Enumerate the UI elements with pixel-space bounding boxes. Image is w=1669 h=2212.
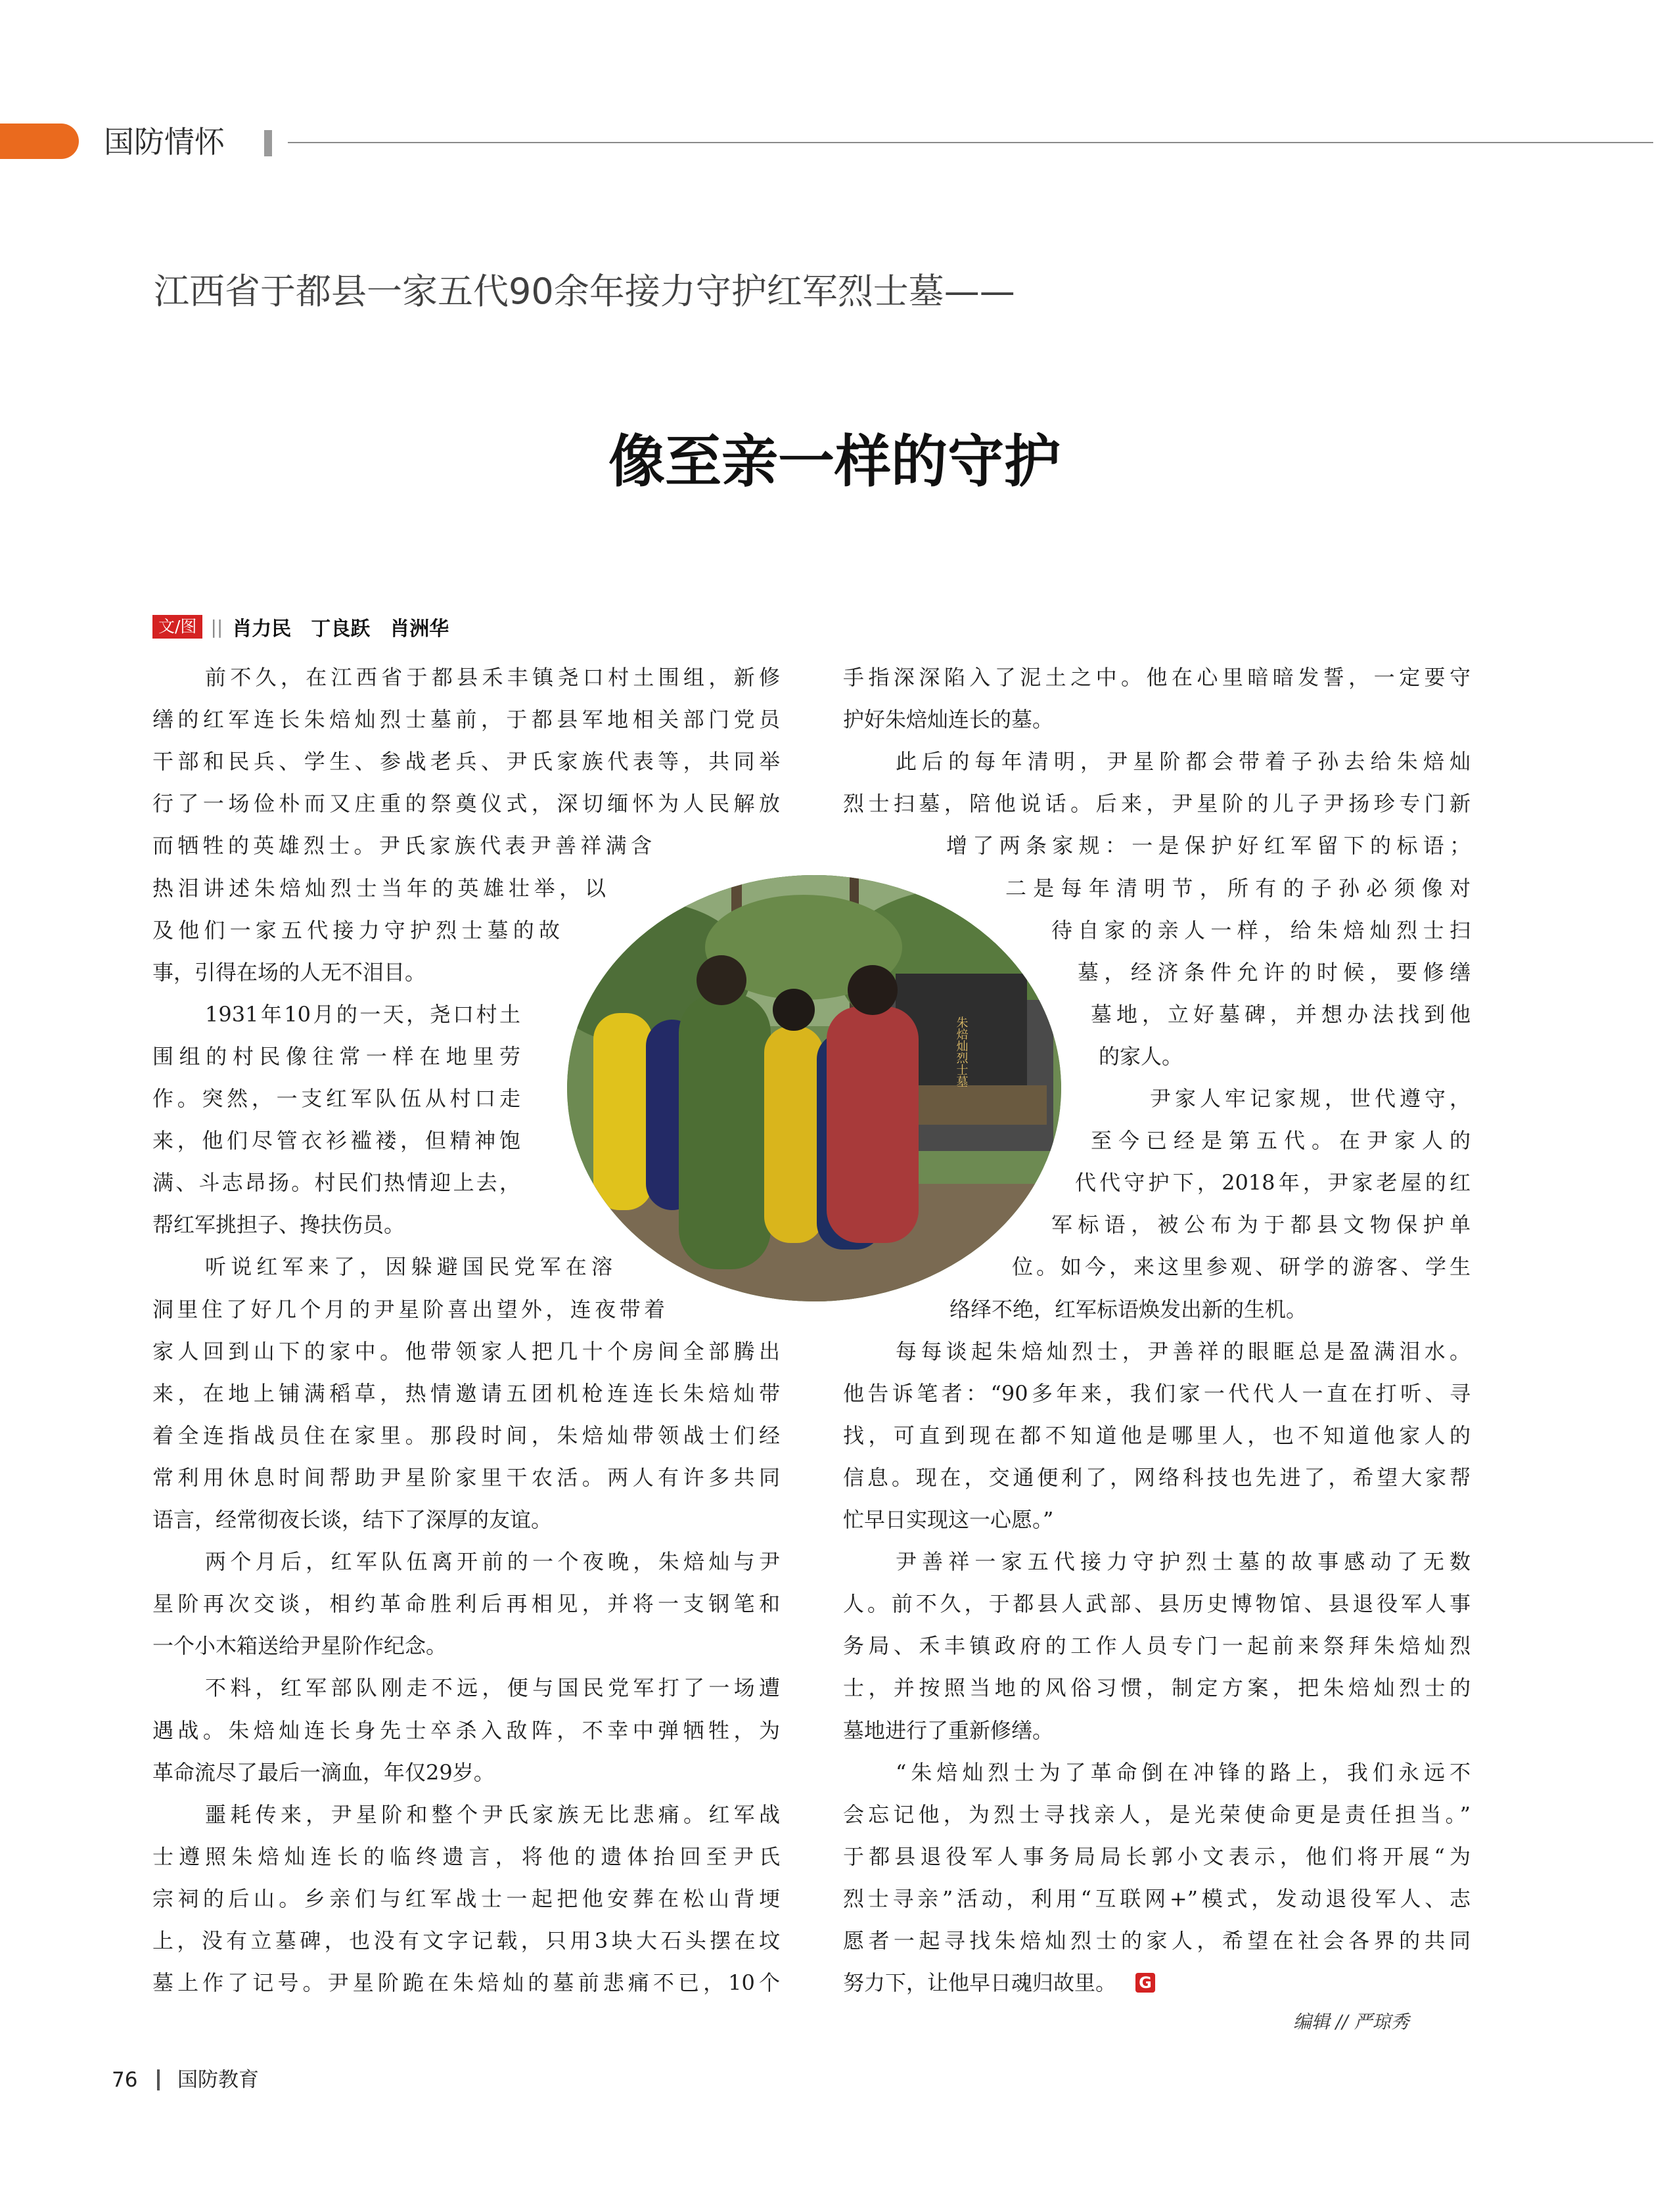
left-column-line: 一个小木箱送给尹星阶作纪念。 <box>152 1633 447 1658</box>
left-column-line: 家人回到山下的家中。他带领家人把几十个房间全部腾出 <box>152 1339 780 1364</box>
article-title: 像至亲一样的守护 <box>608 429 1061 495</box>
right-column-line: 会忘记他，为烈士寻找亲人，是光荣使命更是责任担当。” <box>843 1802 1471 1827</box>
right-column-line: 此后的每年清明，尹星阶都会带着子孙去给朱焙灿 <box>896 749 1471 774</box>
left-column-line: 及他们一家五代接力守护烈士墓的故 <box>152 918 560 943</box>
right-column-line: 努力下，让他早日魂归故里。 <box>843 1970 1117 1995</box>
memorial-photo <box>567 875 1061 1301</box>
left-column-line: 噩耗传来，尹星阶和整个尹氏家族无比悲痛。红军战 <box>205 1802 780 1827</box>
right-column-line: 人。前不久，于都县人武部、县历史博物馆、县退役军人事 <box>843 1591 1471 1616</box>
left-column-line: 革命流尽了最后一滴血，年仅29岁。 <box>152 1760 495 1785</box>
byline-tag: 文/图 <box>152 615 202 639</box>
left-column-line: 热泪讲述朱焙灿烈士当年的英雄壮举，以 <box>152 876 606 901</box>
tomb-inscription <box>955 1016 969 1087</box>
right-column-line: 墓地进行了重新修缮。 <box>843 1718 1054 1743</box>
right-column-line: 代代守护下，2018年，尹家老屋的红 <box>1075 1170 1471 1195</box>
right-column-line: 的家人。 <box>1099 1044 1183 1069</box>
right-column-line: 待自家的亲人一样，给朱焙灿烈士扫 <box>1051 918 1471 943</box>
right-column-line: 忙早日实现这一心愿。” <box>843 1507 1054 1532</box>
left-column-line: 墓上作了记号。尹星阶跪在朱焙灿的墓前悲痛不已，10个 <box>152 1970 780 1995</box>
left-column-line: 洞里住了好几个月的尹星阶喜出望外，连夜带着 <box>152 1297 665 1322</box>
magazine-name: 国防教育 <box>177 2068 259 2092</box>
right-column-line: 务局、禾丰镇政府的工作人员专门一起前来祭拜朱焙灿烈 <box>843 1633 1471 1658</box>
right-column-line: 他告诉笔者：“90多年来，我们家一代代人一直在打听、寻 <box>843 1381 1471 1406</box>
left-column-line: 帮红军挑担子、搀扶伤员。 <box>152 1212 405 1237</box>
left-column-line: 作。突然，一支红军队伍从村口走 <box>152 1086 520 1111</box>
header-rule <box>288 142 1653 143</box>
right-column-line: 信息。现在，交通便利了，网络科技也先进了，希望大家帮 <box>843 1465 1471 1490</box>
page-number: 76 <box>112 2068 138 2092</box>
right-column-line: 愿者一起寻找朱焙灿烈士的家人，希望在社会各界的共同 <box>843 1928 1471 1953</box>
right-column-line: 至今已经是第五代。在尹家人的 <box>1091 1128 1471 1153</box>
byline-separator: || <box>210 616 223 638</box>
left-column-line: 来，在地上铺满稻草，热情邀请五团机枪连连长朱焙灿带 <box>152 1381 780 1406</box>
left-column-line: 士遵照朱焙灿连长的临终遗言，将他的遗体抬回至尹氏 <box>152 1844 780 1869</box>
right-column-line: 烈士扫墓，陪他说话。后来，尹星阶的儿子尹扬珍专门新 <box>843 791 1471 816</box>
left-column-line: 常利用休息时间帮助尹星阶家里干农活。两人有许多共同 <box>152 1465 780 1490</box>
right-column-line: 找，可直到现在都不知道他是哪里人，也不知道他家人的 <box>843 1423 1471 1448</box>
left-column-line: 满、斗志昂扬。村民们热情迎上去， <box>152 1170 520 1195</box>
left-column-line: 星阶再次交谈，相约革命胜利后再相见，并将一支钢笔和 <box>152 1591 780 1616</box>
left-column-line: 着全连指战员住在家里。那段时间，朱焙灿带领战士们经 <box>152 1423 780 1448</box>
left-column-line: 上，没有立墓碑，也没有文字记载，只用3块大石头摆在坟 <box>152 1928 780 1953</box>
svg-text:朱焙灿烈士墓: 朱焙灿烈士墓 <box>954 1016 969 1087</box>
right-column-line: 烈士寻亲”活动，利用“互联网+”模式，发动退役军人、志 <box>843 1886 1471 1911</box>
right-column-line: 位。如今，来这里参观、研学的游客、学生 <box>1012 1254 1471 1279</box>
left-column-line: 前不久，在江西省于都县禾丰镇尧口村土围组，新修 <box>205 665 780 690</box>
left-column-line: 干部和民兵、学生、参战老兵、尹氏家族代表等，共同举 <box>152 749 780 774</box>
right-column-line: 增了两条家规：一是保护好红军留下的标语； <box>946 833 1471 858</box>
section-label: 国防情怀 <box>104 124 225 160</box>
right-column-line: 二是每年清明节，所有的子孙必须像对 <box>1005 876 1471 901</box>
right-column-line: 尹善祥一家五代接力守护烈士墓的故事感动了无数 <box>896 1549 1471 1574</box>
right-column-line: 士，并按照当地的风俗习惯，制定方案，把朱焙灿烈士的 <box>843 1675 1471 1700</box>
left-column-line: 缮的红军连长朱焙灿烈士墓前，于都县军地相关部门党员 <box>152 707 780 732</box>
byline <box>152 612 449 641</box>
left-column-line: 事，引得在场的人无不泪目。 <box>152 960 426 985</box>
right-column-line: “朱焙灿烈士为了革命倒在冲锋的路上，我们永远不 <box>896 1760 1471 1785</box>
right-column-line: 尹家人牢记家规，世代遵守， <box>1150 1086 1471 1111</box>
right-column-line: 护好朱焙灿连长的墓。 <box>843 707 1054 732</box>
article-subtitle: 江西省于都县一家五代90余年接力守护红军烈士墓—— <box>154 271 1015 312</box>
left-column-line: 两个月后，红军队伍离开前的一个夜晚，朱焙灿与尹 <box>205 1549 780 1574</box>
right-column-line: 于都县退役军人事务局局长郭小文表示，他们将开展“为 <box>843 1844 1471 1869</box>
right-column-line: 络绎不绝，红军标语焕发出新的生机。 <box>949 1297 1308 1322</box>
left-column-line: 围组的村民像往常一样在地里劳 <box>152 1044 520 1069</box>
footer-divider <box>157 2069 160 2090</box>
left-column-line: 不料，红军部队刚走不远，便与国民党军打了一场遭 <box>205 1675 780 1700</box>
right-column-line: 手指深深陷入了泥土之中。他在心里暗暗发誓，一定要守 <box>843 665 1471 690</box>
left-column-line: 听说红军来了，因躲避国民党军在溶 <box>205 1254 612 1279</box>
section-divider-bar <box>264 130 272 156</box>
left-column-line: 来，他们尽管衣衫褴褛，但精神饱 <box>152 1128 520 1153</box>
left-column-line: 1931年10月的一天，尧口村土 <box>205 1002 520 1027</box>
left-column-line: 遇战。朱焙灿连长身先士卒杀入敌阵，不幸中弹牺牲，为 <box>152 1718 780 1743</box>
left-column-line: 语言，经常彻夜长谈，结下了深厚的友谊。 <box>152 1507 553 1532</box>
right-column-line: 军标语，被公布为于都县文物保护单 <box>1051 1212 1471 1237</box>
right-column-line: 每每谈起朱焙灿烈士，尹善祥的眼眶总是盈满泪水。 <box>896 1339 1471 1364</box>
byline-authors: 肖力民 丁良跃 肖洲华 <box>232 618 449 641</box>
left-column-line: 行了一场俭朴而又庄重的祭奠仪式，深切缅怀为人民解放 <box>152 791 780 816</box>
right-column-line: 墓，经济条件允许的时候，要修缮 <box>1078 960 1471 985</box>
left-column-line: 宗祠的后山。乡亲们与红军战士一起把他安葬在松山背埂 <box>152 1886 780 1911</box>
editor-credit: 编辑 // 严琼秀 <box>1293 2011 1409 2033</box>
right-column-line: 墓地，立好墓碑，并想办法找到他 <box>1091 1002 1471 1027</box>
end-mark-icon: G <box>1135 1973 1155 1993</box>
section-tab-shape <box>0 124 79 159</box>
left-column-line: 而牺牲的英雄烈士。尹氏家族代表尹善祥满含 <box>152 833 652 858</box>
